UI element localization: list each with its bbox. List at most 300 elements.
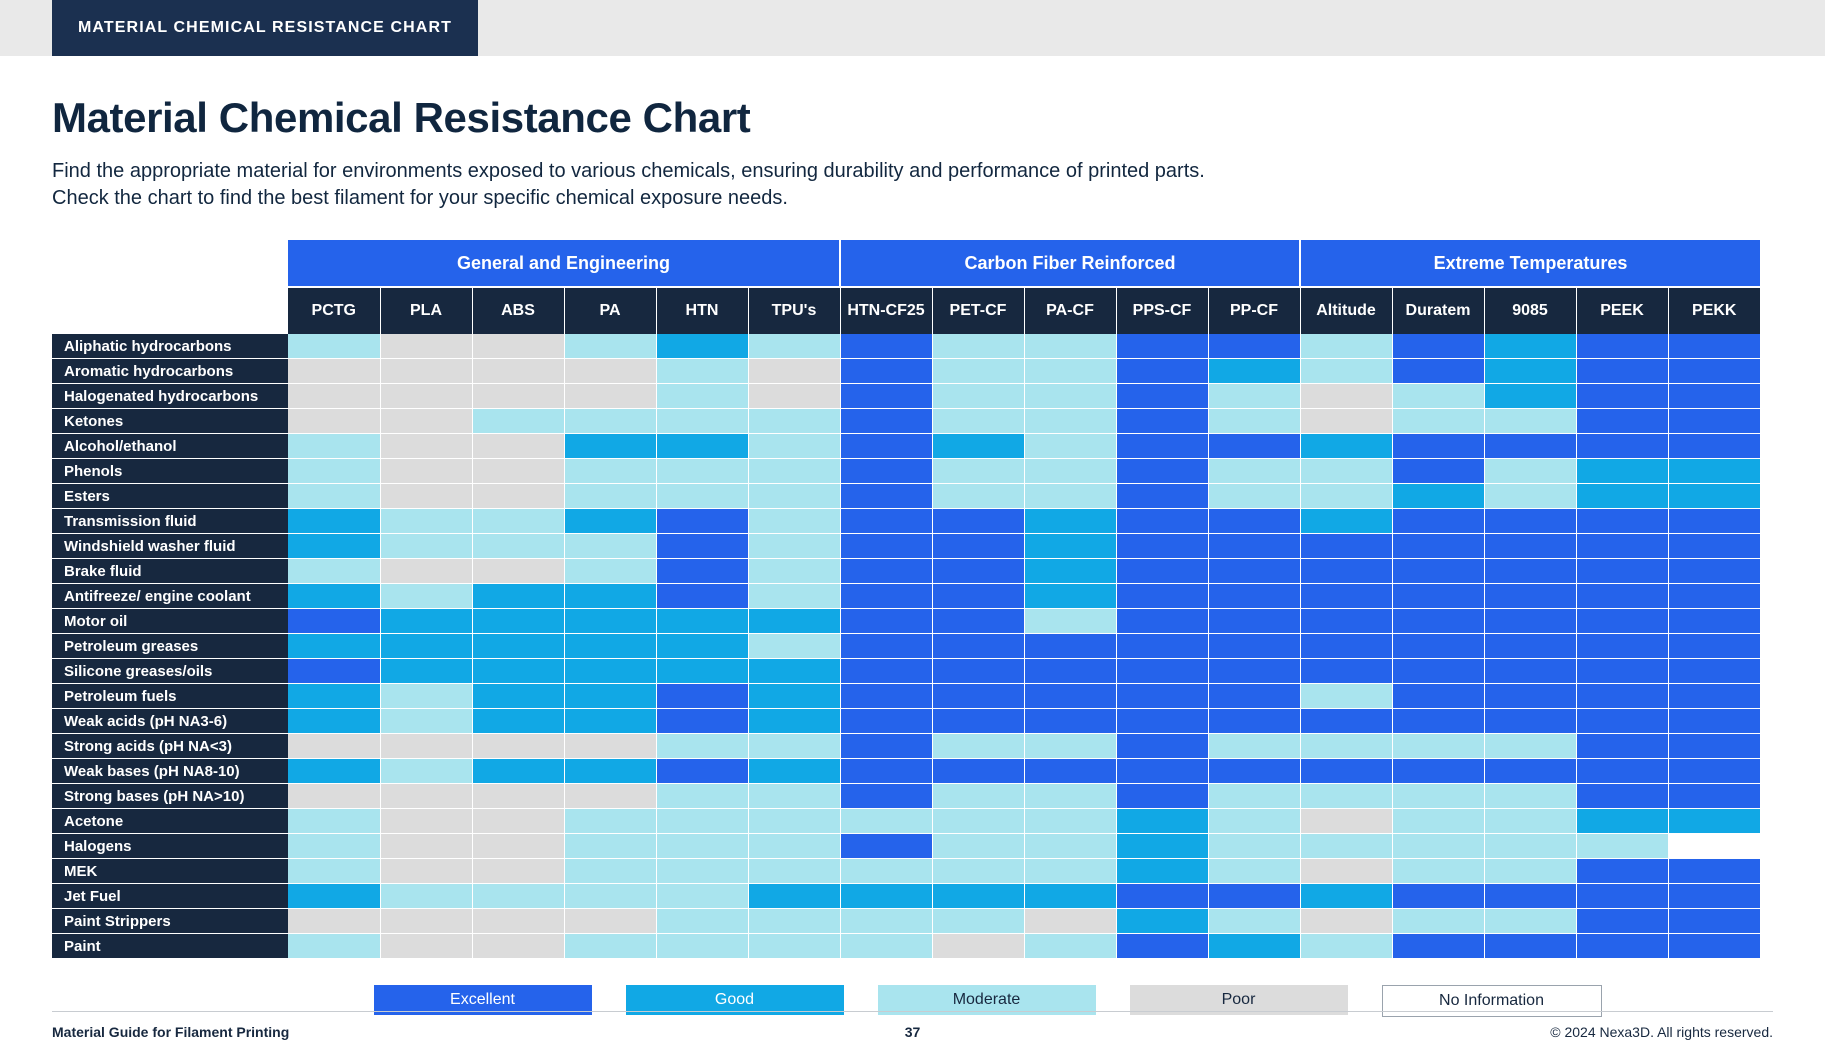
resistance-cell [1576, 734, 1668, 759]
resistance-cell [564, 634, 656, 659]
resistance-cell [748, 809, 840, 834]
resistance-cell [1208, 884, 1300, 909]
resistance-cell [288, 384, 380, 409]
resistance-cell [564, 484, 656, 509]
resistance-cell [564, 659, 656, 684]
chemical-row-label: Weak bases (pH NA8-10) [52, 759, 288, 784]
resistance-cell [1024, 509, 1116, 534]
resistance-cell [1576, 884, 1668, 909]
resistance-cell [1668, 534, 1760, 559]
resistance-cell [380, 834, 472, 859]
resistance-cell [1576, 634, 1668, 659]
resistance-cell [1484, 684, 1576, 709]
resistance-cell [840, 884, 932, 909]
resistance-cell [1208, 334, 1300, 359]
resistance-cell [840, 859, 932, 884]
resistance-cell [1024, 809, 1116, 834]
resistance-cell [932, 584, 1024, 609]
resistance-cell [1208, 409, 1300, 434]
resistance-cell [1392, 384, 1484, 409]
resistance-cell [564, 559, 656, 584]
resistance-cell [1116, 784, 1208, 809]
resistance-cell [932, 684, 1024, 709]
resistance-cell [1392, 734, 1484, 759]
resistance-cell [1116, 334, 1208, 359]
resistance-cell [1300, 659, 1392, 684]
resistance-cell [932, 509, 1024, 534]
material-column-header: PLA [380, 287, 472, 334]
resistance-cell [1392, 684, 1484, 709]
chemical-row-label: Petroleum greases [52, 634, 288, 659]
resistance-cell [656, 709, 748, 734]
resistance-cell [564, 859, 656, 884]
resistance-cell [1208, 609, 1300, 634]
resistance-cell [1024, 759, 1116, 784]
column-group-header: Carbon Fiber Reinforced [840, 240, 1300, 287]
resistance-cell [564, 934, 656, 959]
resistance-cell [564, 459, 656, 484]
resistance-cell [1024, 709, 1116, 734]
resistance-cell [840, 484, 932, 509]
resistance-cell [748, 334, 840, 359]
resistance-cell [1300, 459, 1392, 484]
resistance-cell [472, 534, 564, 559]
resistance-cell [748, 934, 840, 959]
resistance-cell [1392, 334, 1484, 359]
resistance-cell [1116, 559, 1208, 584]
resistance-cell [932, 409, 1024, 434]
resistance-cell [1576, 759, 1668, 784]
resistance-cell [1024, 884, 1116, 909]
resistance-cell [932, 384, 1024, 409]
resistance-cell [472, 484, 564, 509]
resistance-cell [380, 684, 472, 709]
resistance-cell [1208, 909, 1300, 934]
resistance-cell [840, 359, 932, 384]
resistance-cell [564, 759, 656, 784]
resistance-cell [288, 584, 380, 609]
resistance-cell [1116, 709, 1208, 734]
group-header-spacer [52, 240, 288, 287]
material-column-header: HTN-CF25 [840, 287, 932, 334]
resistance-cell [1208, 484, 1300, 509]
table-row [52, 709, 1760, 734]
resistance-cell [1392, 934, 1484, 959]
resistance-cell [380, 709, 472, 734]
resistance-cell [840, 409, 932, 434]
table-row [52, 434, 1760, 459]
resistance-cell [748, 734, 840, 759]
resistance-cell [932, 334, 1024, 359]
table-row [52, 659, 1760, 684]
resistance-cell [932, 759, 1024, 784]
resistance-cell [472, 784, 564, 809]
chemical-row-label: Ketones [52, 409, 288, 434]
resistance-cell [840, 609, 932, 634]
chemical-resistance-chart [52, 240, 1773, 959]
resistance-cell [1668, 884, 1760, 909]
resistance-cell [1024, 684, 1116, 709]
resistance-cell [932, 834, 1024, 859]
resistance-cell [1024, 334, 1116, 359]
resistance-cell [748, 859, 840, 884]
table-row [52, 409, 1760, 434]
resistance-cell [1392, 909, 1484, 934]
chemical-row-label: MEK [52, 859, 288, 884]
resistance-cell [564, 784, 656, 809]
resistance-cell [1300, 409, 1392, 434]
resistance-cell [1484, 509, 1576, 534]
resistance-cell [748, 884, 840, 909]
resistance-cell [472, 809, 564, 834]
resistance-cell [288, 434, 380, 459]
resistance-cell [932, 859, 1024, 884]
resistance-cell [1116, 834, 1208, 859]
resistance-cell [288, 834, 380, 859]
chemical-row-label: Paint Strippers [52, 909, 288, 934]
chemical-row-label: Weak acids (pH NA3-6) [52, 709, 288, 734]
chemical-row-label: Strong bases (pH NA>10) [52, 784, 288, 809]
resistance-cell [1024, 734, 1116, 759]
resistance-cell [1300, 909, 1392, 934]
resistance-cell [748, 559, 840, 584]
resistance-cell [1484, 384, 1576, 409]
resistance-cell [472, 909, 564, 934]
resistance-cell [1024, 409, 1116, 434]
resistance-cell [1576, 859, 1668, 884]
legend-item-good: Good [626, 985, 844, 1015]
resistance-cell [1484, 809, 1576, 834]
chemical-row-label: Halogenated hydrocarbons [52, 384, 288, 409]
resistance-cell [380, 809, 472, 834]
resistance-cell [748, 384, 840, 409]
resistance-cell [1116, 409, 1208, 434]
resistance-cell [1668, 409, 1760, 434]
column-header-spacer [52, 287, 288, 334]
table-row [52, 584, 1760, 609]
resistance-cell [564, 434, 656, 459]
resistance-cell [840, 534, 932, 559]
resistance-cell [380, 534, 472, 559]
resistance-cell [1484, 834, 1576, 859]
resistance-cell [1208, 359, 1300, 384]
resistance-cell [1668, 734, 1760, 759]
resistance-cell [1300, 359, 1392, 384]
resistance-cell [1576, 909, 1668, 934]
resistance-cell [748, 609, 840, 634]
resistance-cell [1668, 784, 1760, 809]
resistance-cell [1484, 859, 1576, 884]
material-column-header: PPS-CF [1116, 287, 1208, 334]
group-header-row [52, 240, 1760, 287]
resistance-cell [472, 559, 564, 584]
resistance-cell [1208, 859, 1300, 884]
resistance-cell [1392, 484, 1484, 509]
resistance-cell [1576, 559, 1668, 584]
resistance-cell [840, 334, 932, 359]
chemical-row-label: Phenols [52, 459, 288, 484]
resistance-cell [748, 709, 840, 734]
material-column-header: PEEK [1576, 287, 1668, 334]
resistance-cell [472, 684, 564, 709]
resistance-cell [1208, 709, 1300, 734]
resistance-cell [1208, 659, 1300, 684]
resistance-cell [1576, 609, 1668, 634]
resistance-cell [1484, 359, 1576, 384]
resistance-cell [932, 634, 1024, 659]
resistance-cell [840, 809, 932, 834]
resistance-cell [1208, 934, 1300, 959]
footer-left-text: Material Guide for Filament Printing [52, 1024, 290, 1040]
resistance-cell [380, 359, 472, 384]
resistance-cell [932, 934, 1024, 959]
resistance-cell [1300, 634, 1392, 659]
table-row [52, 909, 1760, 934]
resistance-cell [932, 434, 1024, 459]
chemical-row-label: Silicone greases/oils [52, 659, 288, 684]
resistance-cell [656, 384, 748, 409]
resistance-cell [472, 459, 564, 484]
resistance-cell [1024, 559, 1116, 584]
resistance-cell [564, 734, 656, 759]
resistance-cell [1024, 359, 1116, 384]
resistance-cell [1208, 384, 1300, 409]
resistance-cell [380, 584, 472, 609]
resistance-table [52, 240, 1760, 959]
resistance-cell [1392, 884, 1484, 909]
resistance-cell [656, 534, 748, 559]
resistance-cell [564, 534, 656, 559]
resistance-cell [1116, 659, 1208, 684]
chart-section-tag: MATERIAL CHEMICAL RESISTANCE CHART [52, 0, 478, 56]
resistance-cell [1208, 809, 1300, 834]
resistance-cell [564, 809, 656, 834]
material-column-header: PCTG [288, 287, 380, 334]
resistance-cell [380, 634, 472, 659]
resistance-cell [380, 509, 472, 534]
resistance-cell [1668, 934, 1760, 959]
resistance-cell [1024, 909, 1116, 934]
chemical-row-label: Strong acids (pH NA<3) [52, 734, 288, 759]
resistance-cell [564, 884, 656, 909]
resistance-cell [1576, 534, 1668, 559]
resistance-cell [1116, 534, 1208, 559]
resistance-cell [380, 659, 472, 684]
material-column-header: PET-CF [932, 287, 1024, 334]
resistance-cell [288, 534, 380, 559]
page-number: 37 [904, 1024, 921, 1040]
resistance-cell [748, 359, 840, 384]
resistance-cell [472, 584, 564, 609]
resistance-cell [932, 809, 1024, 834]
resistance-cell [1668, 559, 1760, 584]
resistance-cell [840, 734, 932, 759]
table-row [52, 834, 1760, 859]
resistance-cell [1668, 684, 1760, 709]
chemical-row-label: Aliphatic hydrocarbons [52, 334, 288, 359]
resistance-cell [472, 834, 564, 859]
resistance-cell [1300, 734, 1392, 759]
resistance-cell [380, 909, 472, 934]
resistance-cell [1484, 534, 1576, 559]
resistance-cell [1208, 634, 1300, 659]
material-column-header: Duratem [1392, 287, 1484, 334]
resistance-cell [1208, 534, 1300, 559]
footer-copyright: © 2024 Nexa3D. All rights reserved. [1550, 1024, 1774, 1040]
resistance-cell [1668, 834, 1760, 859]
resistance-cell [288, 934, 380, 959]
chemical-row-label: Petroleum fuels [52, 684, 288, 709]
table-row [52, 459, 1760, 484]
resistance-cell [1024, 859, 1116, 884]
resistance-cell [564, 509, 656, 534]
resistance-cell [1208, 784, 1300, 809]
resistance-cell [472, 384, 564, 409]
material-column-header: TPU's [748, 287, 840, 334]
resistance-cell [840, 634, 932, 659]
column-group-header: General and Engineering [288, 240, 840, 287]
resistance-cell [1668, 809, 1760, 834]
resistance-cell [288, 684, 380, 709]
resistance-cell [1668, 584, 1760, 609]
resistance-cell [656, 909, 748, 934]
resistance-cell [656, 334, 748, 359]
resistance-cell [1208, 734, 1300, 759]
resistance-cell [1116, 684, 1208, 709]
resistance-cell [656, 934, 748, 959]
resistance-cell [1576, 809, 1668, 834]
resistance-cell [1668, 434, 1760, 459]
resistance-cell [840, 659, 932, 684]
resistance-cell [656, 809, 748, 834]
resistance-cell [288, 734, 380, 759]
resistance-cell [288, 784, 380, 809]
resistance-cell [1576, 784, 1668, 809]
resistance-cell [932, 534, 1024, 559]
resistance-cell [1300, 859, 1392, 884]
resistance-cell [1576, 384, 1668, 409]
resistance-cell [1392, 609, 1484, 634]
resistance-cell [288, 634, 380, 659]
resistance-cell [380, 884, 472, 909]
resistance-cell [840, 909, 932, 934]
resistance-cell [1300, 384, 1392, 409]
page-content [0, 94, 1825, 1017]
resistance-cell [932, 484, 1024, 509]
resistance-cell [288, 884, 380, 909]
resistance-cell [1668, 709, 1760, 734]
resistance-cell [1116, 609, 1208, 634]
resistance-cell [472, 409, 564, 434]
resistance-cell [1208, 434, 1300, 459]
resistance-cell [1484, 709, 1576, 734]
resistance-cell [1576, 359, 1668, 384]
table-row [52, 534, 1760, 559]
resistance-cell [840, 759, 932, 784]
resistance-cell [1668, 634, 1760, 659]
resistance-cell [1392, 809, 1484, 834]
resistance-cell [1024, 784, 1116, 809]
resistance-cell [1484, 459, 1576, 484]
resistance-cell [288, 759, 380, 784]
resistance-cell [288, 509, 380, 534]
resistance-cell [1484, 734, 1576, 759]
resistance-cell [1300, 334, 1392, 359]
resistance-cell [380, 559, 472, 584]
resistance-cell [1484, 484, 1576, 509]
resistance-cell [1208, 459, 1300, 484]
resistance-cell [1300, 834, 1392, 859]
resistance-cell [748, 434, 840, 459]
table-row [52, 484, 1760, 509]
resistance-cell [1484, 409, 1576, 434]
resistance-cell [288, 709, 380, 734]
resistance-cell [472, 609, 564, 634]
resistance-cell [748, 834, 840, 859]
chemical-row-label: Paint [52, 934, 288, 959]
resistance-cell [1300, 784, 1392, 809]
resistance-cell [1392, 459, 1484, 484]
resistance-cell [1300, 584, 1392, 609]
resistance-cell [1300, 609, 1392, 634]
resistance-cell [288, 659, 380, 684]
resistance-cell [840, 384, 932, 409]
resistance-cell [1484, 609, 1576, 634]
resistance-cell [1484, 784, 1576, 809]
table-head [52, 240, 1760, 334]
table-row [52, 684, 1760, 709]
column-group-header: Extreme Temperatures [1300, 240, 1760, 287]
material-column-header: PA [564, 287, 656, 334]
resistance-cell [564, 709, 656, 734]
resistance-cell [1668, 759, 1760, 784]
resistance-cell [748, 584, 840, 609]
resistance-cell [656, 509, 748, 534]
resistance-cell [380, 384, 472, 409]
resistance-cell [1024, 609, 1116, 634]
resistance-cell [1576, 409, 1668, 434]
resistance-cell [288, 909, 380, 934]
resistance-cell [932, 659, 1024, 684]
material-column-header: PA-CF [1024, 287, 1116, 334]
resistance-cell [1116, 509, 1208, 534]
resistance-cell [380, 734, 472, 759]
resistance-cell [840, 784, 932, 809]
resistance-cell [472, 509, 564, 534]
table-row [52, 334, 1760, 359]
material-column-header: HTN [656, 287, 748, 334]
material-column-header: 9085 [1484, 287, 1576, 334]
resistance-cell [380, 334, 472, 359]
resistance-cell [1668, 359, 1760, 384]
resistance-cell [1024, 634, 1116, 659]
resistance-cell [288, 809, 380, 834]
resistance-cell [1116, 634, 1208, 659]
resistance-cell [1576, 684, 1668, 709]
chemical-row-label: Halogens [52, 834, 288, 859]
resistance-cell [1392, 709, 1484, 734]
resistance-cell [656, 784, 748, 809]
resistance-cell [1300, 434, 1392, 459]
resistance-cell [1484, 909, 1576, 934]
resistance-cell [1576, 434, 1668, 459]
legend-item-noinfo: No Information [1382, 985, 1602, 1017]
resistance-cell [288, 484, 380, 509]
resistance-cell [1484, 434, 1576, 459]
resistance-cell [748, 684, 840, 709]
resistance-cell [1300, 809, 1392, 834]
resistance-cell [1484, 659, 1576, 684]
